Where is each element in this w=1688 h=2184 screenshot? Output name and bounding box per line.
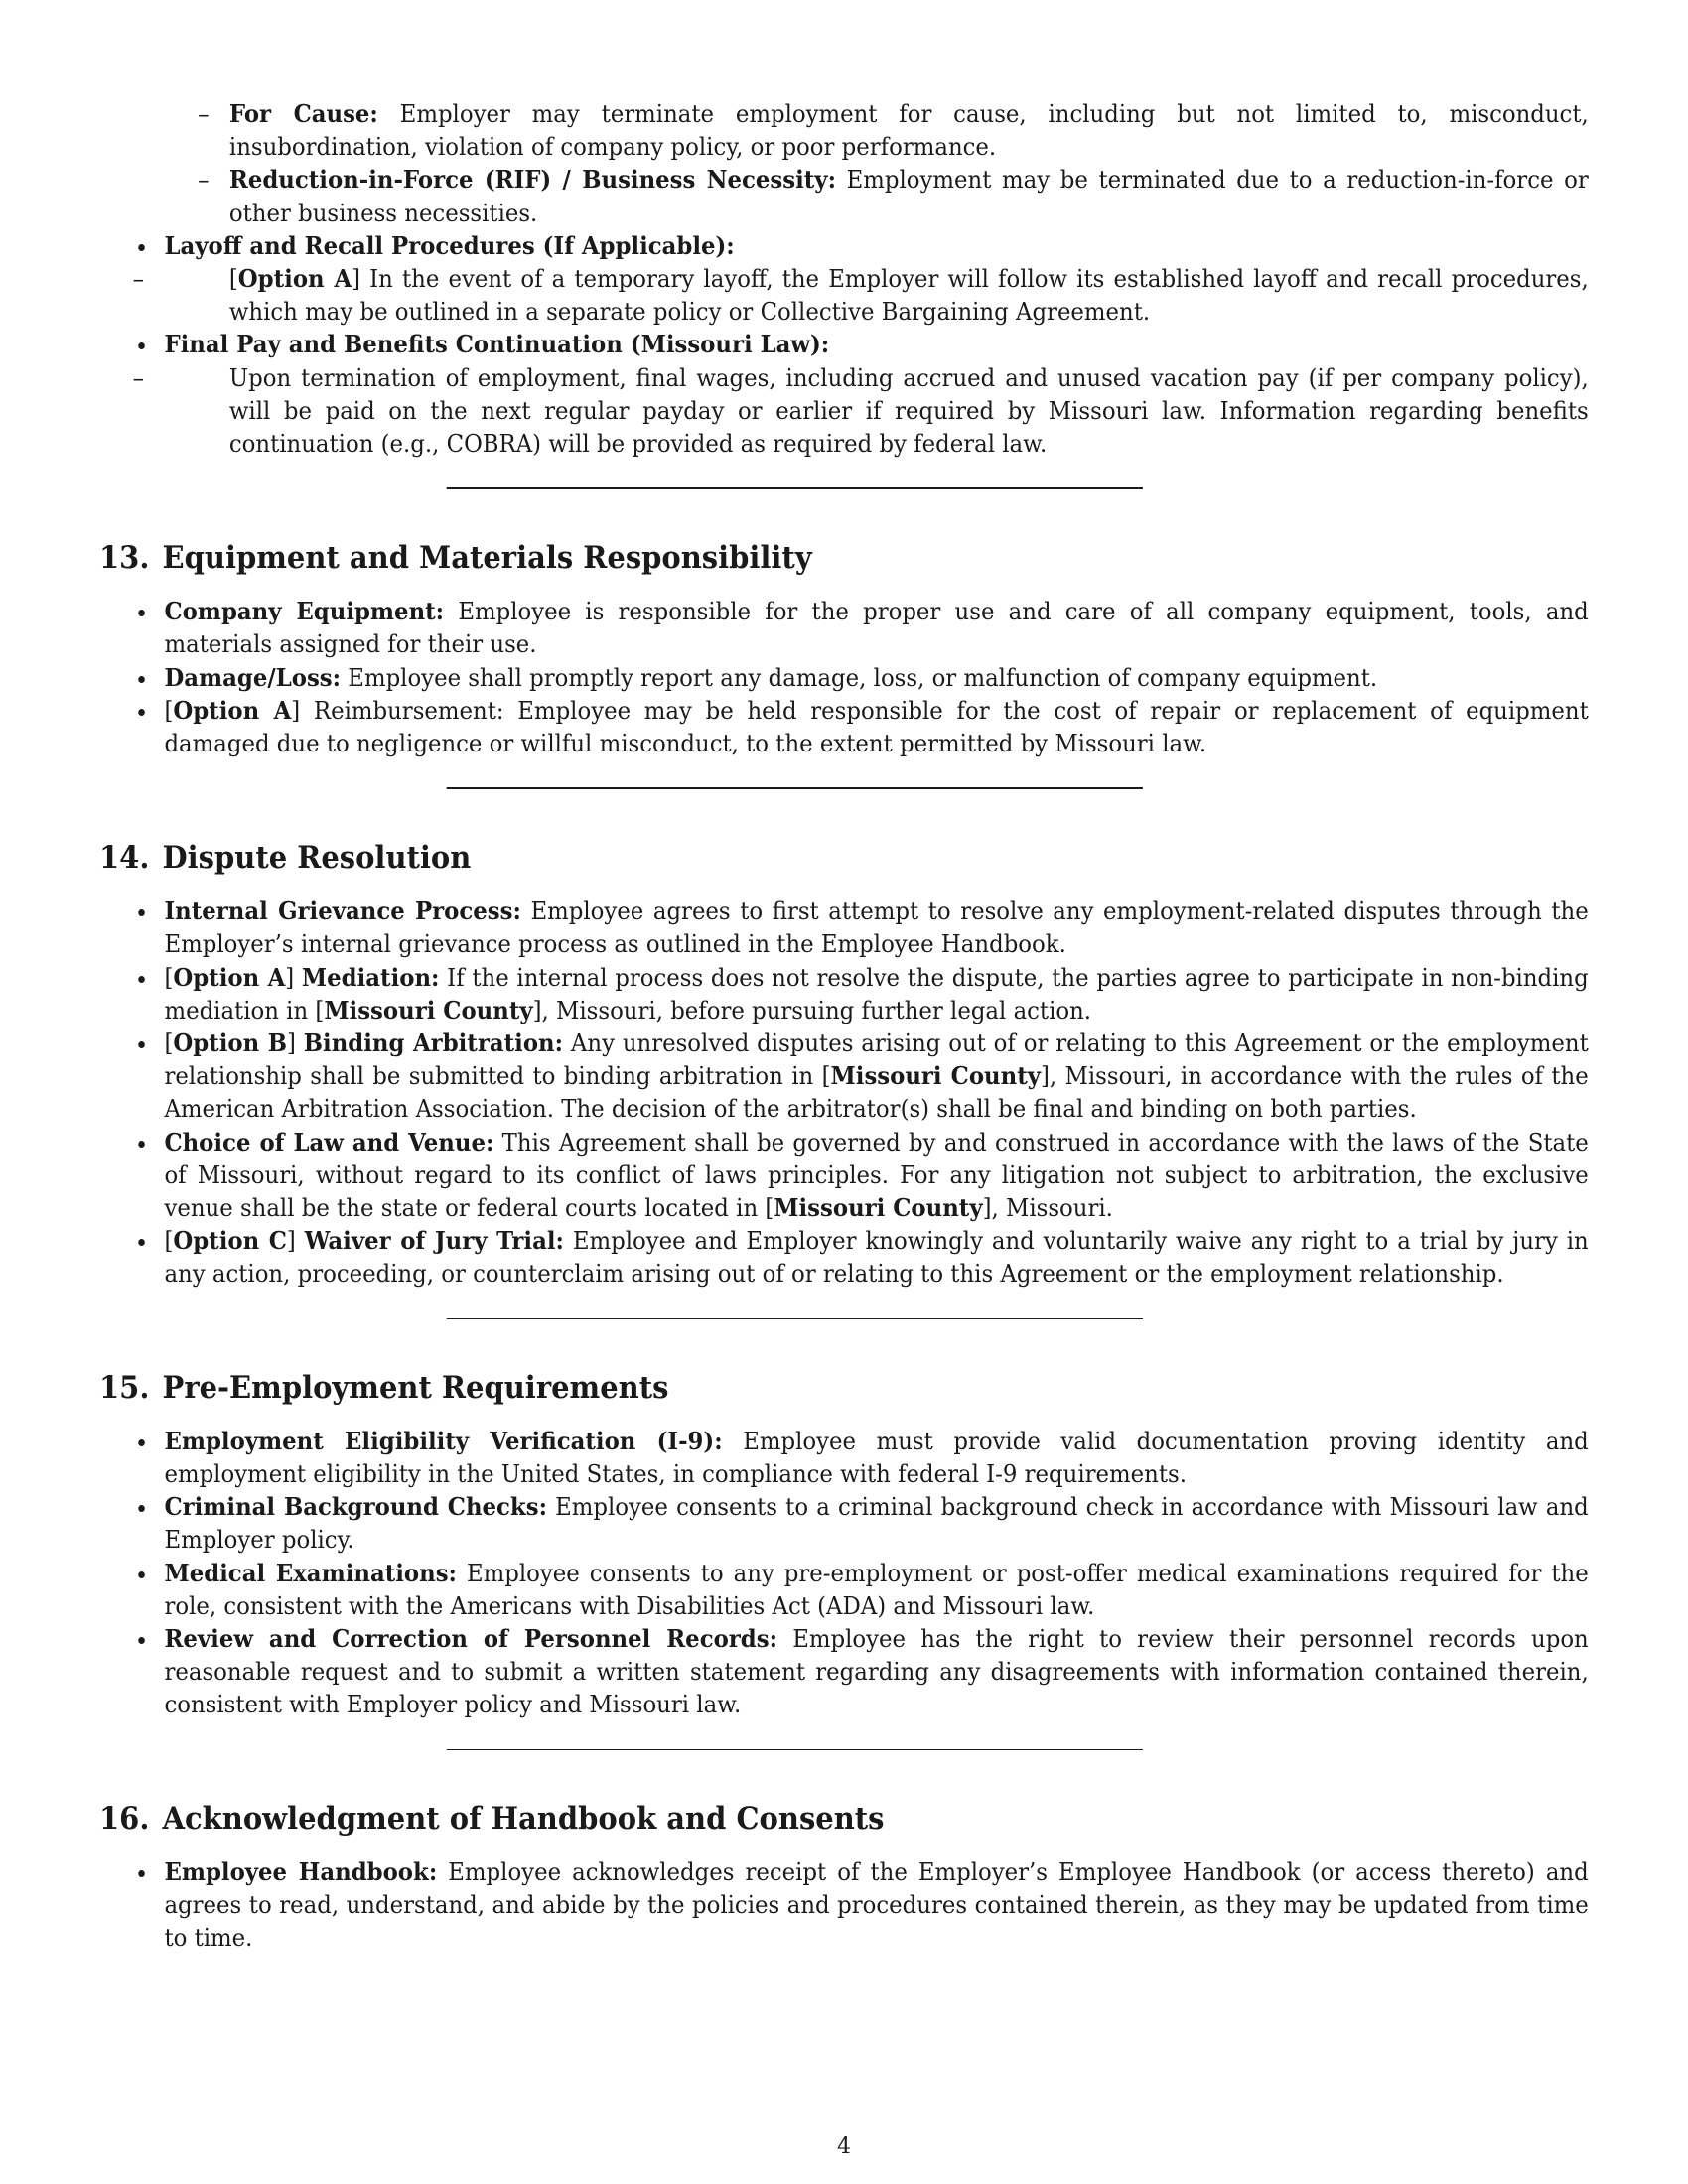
item-label: Review and Correction of Personnel Records:: [164, 1623, 778, 1653]
item-text: Employee and Employer knowingly and voluntarily waive any right to a trial by jury in any action, proceeding, or counterclaim arising out of or relating to this Agreement or the employment relationship.: [164, 1226, 1589, 1289]
item-label: Damage/Loss:: [164, 662, 342, 692]
section-divider: [447, 1318, 1143, 1319]
section-title: Dispute Resolution: [162, 840, 472, 877]
section-divider: [447, 787, 1143, 789]
county-placeholder: Missouri County: [324, 995, 533, 1024]
item-label: Criminal Background Checks:: [164, 1492, 547, 1522]
item-text: Employee agrees to first attempt to resolve any employment-related disputes through the Employer’s internal grievance process as outlined in the Employee Handbook.: [164, 896, 1589, 959]
list-item: [99, 1855, 1589, 1955]
bracket: [: [164, 1226, 174, 1256]
item-text: Employee must provide valid documentation proving identity and employment eligibility in the United States, in compliance with federal I-9 requirements.: [164, 1426, 1589, 1488]
item-label: Layoff and Recall Procedures (If Applicable):: [164, 230, 735, 260]
option-label: Option C: [173, 1226, 287, 1256]
bracket: ]: [287, 1028, 304, 1058]
item-text: ], Missouri, in accordance with the rules of the American Arbitration Association. The decision of the arbitrator(s) shall be final and binding on both parties.: [164, 1061, 1589, 1124]
section-divider: [447, 1749, 1143, 1750]
item-text: Employment may be terminated due to a reduction-in-force or other business necessities.: [228, 165, 1589, 227]
list-item-rif: [164, 163, 1588, 228]
item-text: ], Missouri.: [982, 1193, 1113, 1223]
item-text: If the internal process does not resolve the dispute, the parties agree to participate in non-binding mediation in [: [164, 962, 1589, 1024]
item-text: Any unresolved disputes arising out of or relating to this Agreement or the employment relationship shall be submitted to binding arbitration in [: [164, 1028, 1589, 1091]
option-label: Option B: [173, 1028, 288, 1058]
item-text: ] Reimbursement: Employee may be held responsible for the cost of repair or replacement of equipment damaged due to negligence or willful misconduct, to the extent permitted by Missouri law.: [164, 695, 1589, 758]
section-13-list: [99, 595, 1589, 759]
list-item: [99, 1490, 1589, 1556]
item-label: Employee Handbook:: [164, 1856, 438, 1886]
bracket: [: [228, 264, 238, 294]
list-item: [99, 1557, 1589, 1622]
section-heading-13: [99, 539, 1589, 577]
list-item: [99, 961, 1589, 1026]
section-number: 13.: [99, 540, 150, 577]
bracket: ]: [285, 962, 302, 992]
section-title: Pre-Employment Requirements: [162, 1369, 669, 1406]
item-label: Employment Eligibility Verification (I-9):: [164, 1426, 723, 1455]
bracket: [: [164, 962, 174, 992]
list-item-final-pay: [99, 328, 1589, 460]
item-text: Employee shall promptly report any damage, loss, or malfunction of company equipment.: [341, 662, 1378, 692]
termination-continued-list: [99, 97, 1589, 460]
item-text: Employee acknowledges receipt of the Employer’s Employee Handbook (or access thereto) and agrees to read, understand, and abide by the policies and procedures contained therein, as they may be updated from time to time.: [164, 1856, 1589, 1952]
item-label: Waiver of Jury Trial:: [304, 1226, 564, 1256]
list-item-layoff: [99, 229, 1589, 329]
list-item: [99, 661, 1589, 694]
item-text: ], Missouri, before pursuing further legal action.: [532, 995, 1092, 1024]
item-text: ] In the event of a temporary layoff, the Employer will follow its established layoff and recall procedures, which may be outlined in a separate policy or Collective Bargaining Agreement.: [228, 264, 1589, 327]
list-item: [99, 1026, 1589, 1126]
document-page: [99, 97, 1589, 1954]
item-label: Final Pay and Benefits Continuation (Missouri Law):: [164, 330, 830, 359]
section-number: 15.: [99, 1369, 150, 1406]
section-heading-14: [99, 839, 1589, 877]
termination-subitems: [99, 97, 1589, 229]
item-label: For Cause:: [228, 99, 378, 128]
list-item: [99, 1425, 1589, 1490]
page-number: 4: [837, 2134, 851, 2159]
item-label: Company Equipment:: [164, 597, 445, 626]
list-item: [99, 1126, 1589, 1225]
section-number: 16.: [99, 1800, 150, 1837]
list-item: [99, 894, 1589, 960]
list-item-for-cause: [164, 97, 1588, 163]
item-text: Employee consents to any pre-employment or post-offer medical examinations required for the role, consistent with the Americans with Disabilities Act (ADA) and Missouri law.: [164, 1558, 1589, 1620]
county-placeholder: Missouri County: [774, 1193, 983, 1223]
option-label: Option A: [237, 264, 352, 294]
item-text: Employer may terminate employment for cause, including but not limited to, misconduct, insubordination, violation of company policy, or poor performance.: [228, 99, 1589, 162]
bracket: [: [164, 1028, 174, 1058]
list-item-layoff-option: [99, 262, 1589, 328]
section-heading-15: [99, 1369, 1589, 1407]
item-label: Reduction-in-Force (RIF) / Business Necessity:: [228, 165, 836, 195]
item-text: Upon termination of employment, final wages, including accrued and unused vacation pay (if per company policy), will be paid on the next regular payday or earlier if required by Missouri law. Information regarding benefits continuation (e.g., COBRA) will be provided as required by federal law.: [228, 362, 1589, 459]
item-label: Internal Grievance Process:: [164, 896, 521, 926]
item-label: Choice of Law and Venue:: [164, 1127, 494, 1157]
list-item-final-pay-detail: [99, 361, 1589, 461]
option-label: Option A: [173, 695, 292, 725]
section-divider: [447, 487, 1143, 489]
item-label: Binding Arbitration:: [303, 1028, 564, 1058]
bracket: ]: [286, 1226, 305, 1256]
item-label: Mediation:: [301, 962, 440, 992]
list-item: [99, 1224, 1589, 1290]
item-text: Employee is responsible for the proper use and care of all company equipment, tools, and materials assigned for their use.: [164, 597, 1589, 659]
section-title: Acknowledgment of Handbook and Consents: [162, 1800, 885, 1837]
bracket: [: [164, 695, 174, 725]
section-15-list: [99, 1425, 1589, 1721]
item-label: Medical Examinations:: [164, 1558, 457, 1587]
section-16-list: [99, 1855, 1589, 1955]
item-text: This Agreement shall be governed by and construed in accordance with the laws of the State of Missouri, without regard to its conflict of laws principles. For any litigation not subject to arbitration, the exclusive venue shall be the state or federal courts located in [: [164, 1127, 1589, 1223]
section-14-list: [99, 894, 1589, 1290]
section-title: Equipment and Materials Responsibility: [162, 540, 812, 577]
section-number: 14.: [99, 840, 150, 877]
item-text: Employee consents to a criminal background check in accordance with Missouri law and Employer policy.: [164, 1492, 1589, 1555]
option-label: Option A: [173, 962, 286, 992]
list-item: [99, 595, 1589, 660]
item-text: Employee has the right to review their personnel records upon reasonable request and to submit a written statement regarding any disagreements with information contained therein, consistent with Employer policy and Missouri law.: [164, 1623, 1589, 1719]
county-placeholder: Missouri County: [830, 1061, 1041, 1091]
list-item: [99, 694, 1589, 759]
section-heading-16: [99, 1800, 1589, 1838]
list-item: [99, 1622, 1589, 1721]
